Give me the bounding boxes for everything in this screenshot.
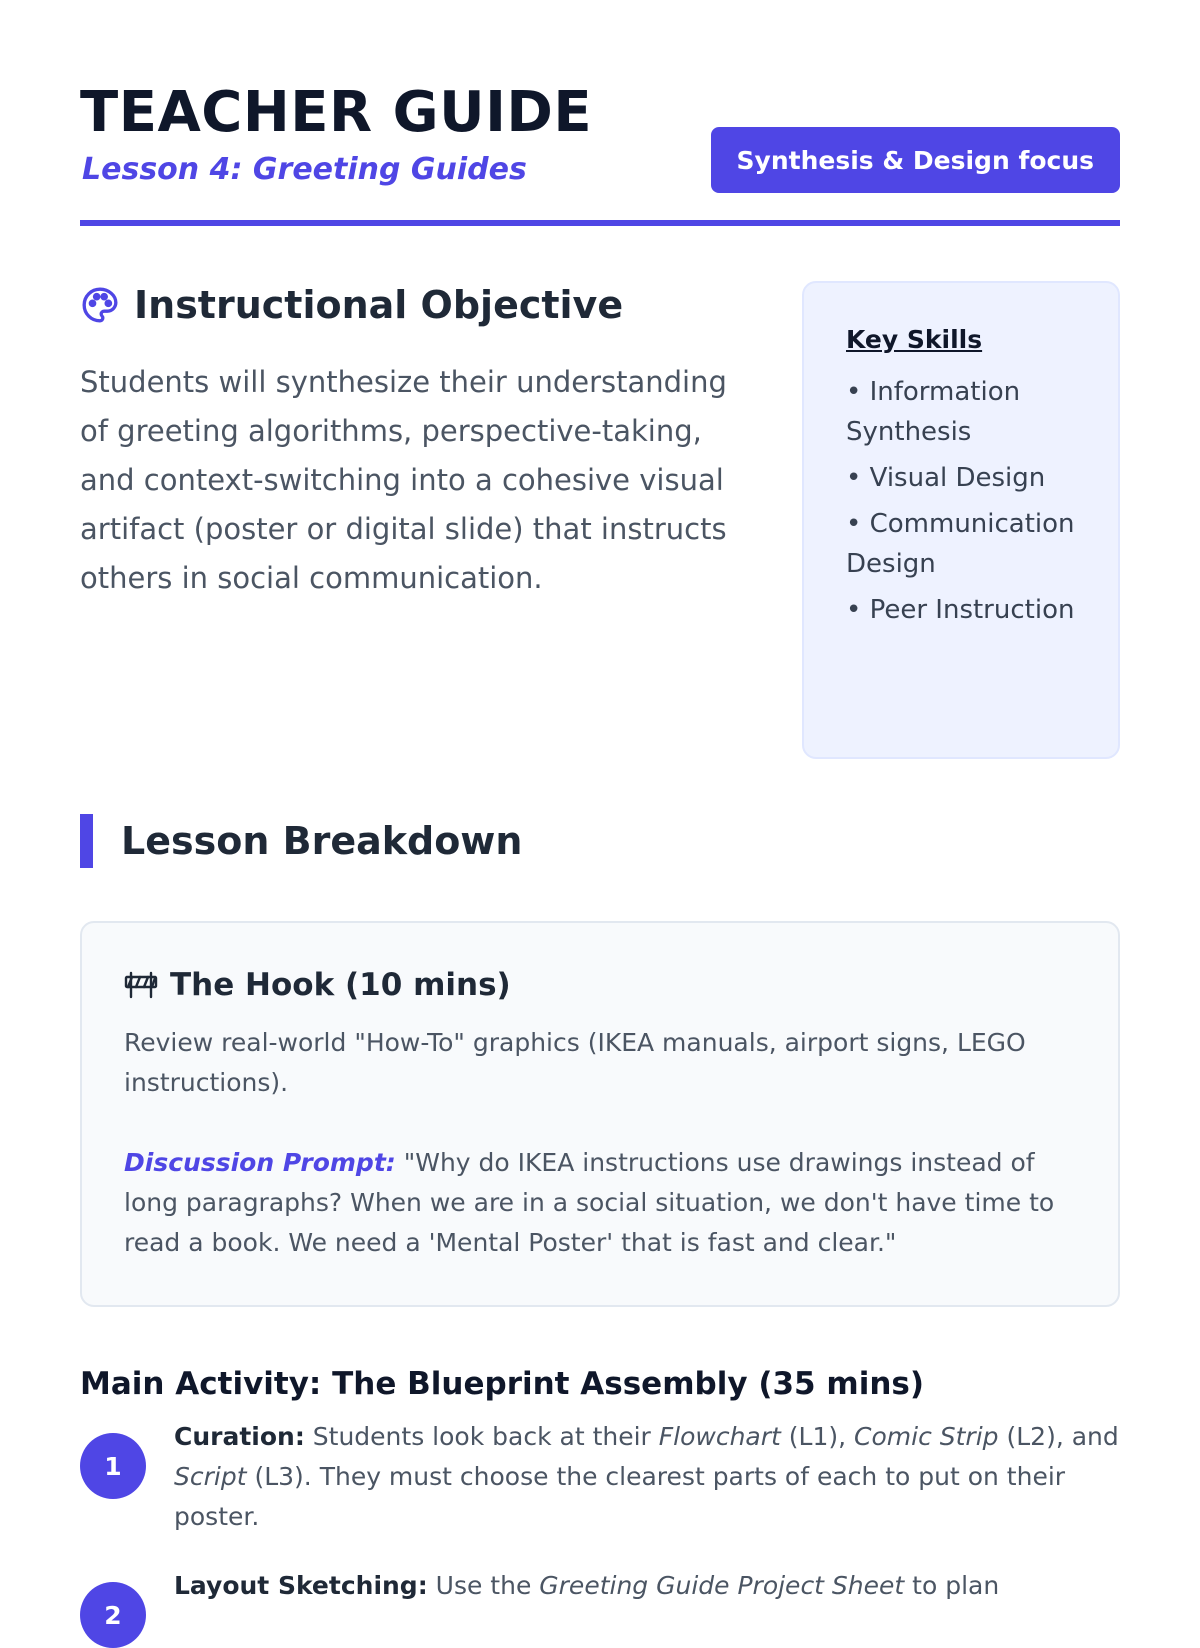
- skill-item: • Visual Design: [846, 463, 1046, 493]
- step-number-badge: 2: [80, 1582, 146, 1648]
- lesson-subtitle: Lesson 4: Greeting Guides: [82, 152, 527, 187]
- step-number-badge: 1: [80, 1433, 146, 1499]
- lesson-breakdown-heading: Lesson Breakdown: [121, 819, 523, 863]
- step-text-part: Students look back at their: [304, 1422, 659, 1451]
- step-text-part: (L1),: [780, 1422, 855, 1451]
- discussion-prompt-label: Discussion Prompt:: [124, 1148, 396, 1177]
- main-activity-heading: Main Activity: The Blueprint Assembly (35 mins): [80, 1366, 925, 1402]
- step-label: Layout Sketching:: [174, 1571, 428, 1600]
- teacher-guide-page: [80, 0, 1120, 1630]
- step-text-part: (L3). They must choose the clearest parts of each to put on their poster.: [174, 1462, 1066, 1531]
- section-accent-bar: [80, 814, 93, 868]
- key-skills-title: Key Skills: [846, 325, 983, 354]
- step-text-part: to plan: [904, 1571, 1000, 1600]
- discussion-prompt-text: "Why do IKEA instructions use drawings instead of long paragraphs? When we are in a social situation, we don't have time to read a book. We need a 'Mental Poster' that is fast and clear.": [124, 1148, 1055, 1257]
- key-skills-list: [846, 372, 1092, 630]
- step-text-part: (L2), and: [998, 1422, 1119, 1451]
- key-skills-card: [802, 281, 1120, 759]
- step-text: [174, 1566, 1120, 1606]
- header-divider: [80, 220, 1120, 226]
- step-text: [174, 1417, 1120, 1537]
- step-text-emphasis: Greeting Guide Project Sheet: [539, 1571, 905, 1600]
- step-text-emphasis: Flowchart: [658, 1422, 781, 1451]
- focus-badge: Synthesis & Design focus: [711, 127, 1120, 193]
- hook-heading-row: [124, 967, 1076, 1003]
- skill-item: • Communication Design: [846, 509, 1075, 579]
- objective-text: Students will synthesize their understanding of greeting algorithms, perspective-taking, and context-switching into a cohesive visual artifact (poster or digital slide) that instructs others in social communication.: [80, 365, 727, 595]
- skill-item: • Peer Instruction: [846, 595, 1075, 625]
- roadblock-icon: [124, 971, 158, 999]
- hook-card: [80, 921, 1120, 1307]
- hook-heading: The Hook (10 mins): [170, 967, 511, 1003]
- page-title: TEACHER GUIDE: [80, 80, 593, 145]
- step-text-emphasis: Comic Strip: [854, 1422, 999, 1451]
- palette-icon: [80, 285, 120, 325]
- step-text-emphasis: Script: [174, 1462, 247, 1491]
- objective-heading-row: [80, 283, 623, 327]
- discussion-prompt: [124, 1143, 1076, 1263]
- objective-heading: Instructional Objective: [134, 283, 624, 327]
- step-text-part: Use the: [427, 1571, 540, 1600]
- skill-item: • Information Synthesis: [846, 377, 1021, 447]
- step-label: Curation:: [174, 1422, 305, 1451]
- hook-text: Review real-world "How-To" graphics (IKEA manuals, airport signs, LEGO instructions).: [124, 1028, 1026, 1097]
